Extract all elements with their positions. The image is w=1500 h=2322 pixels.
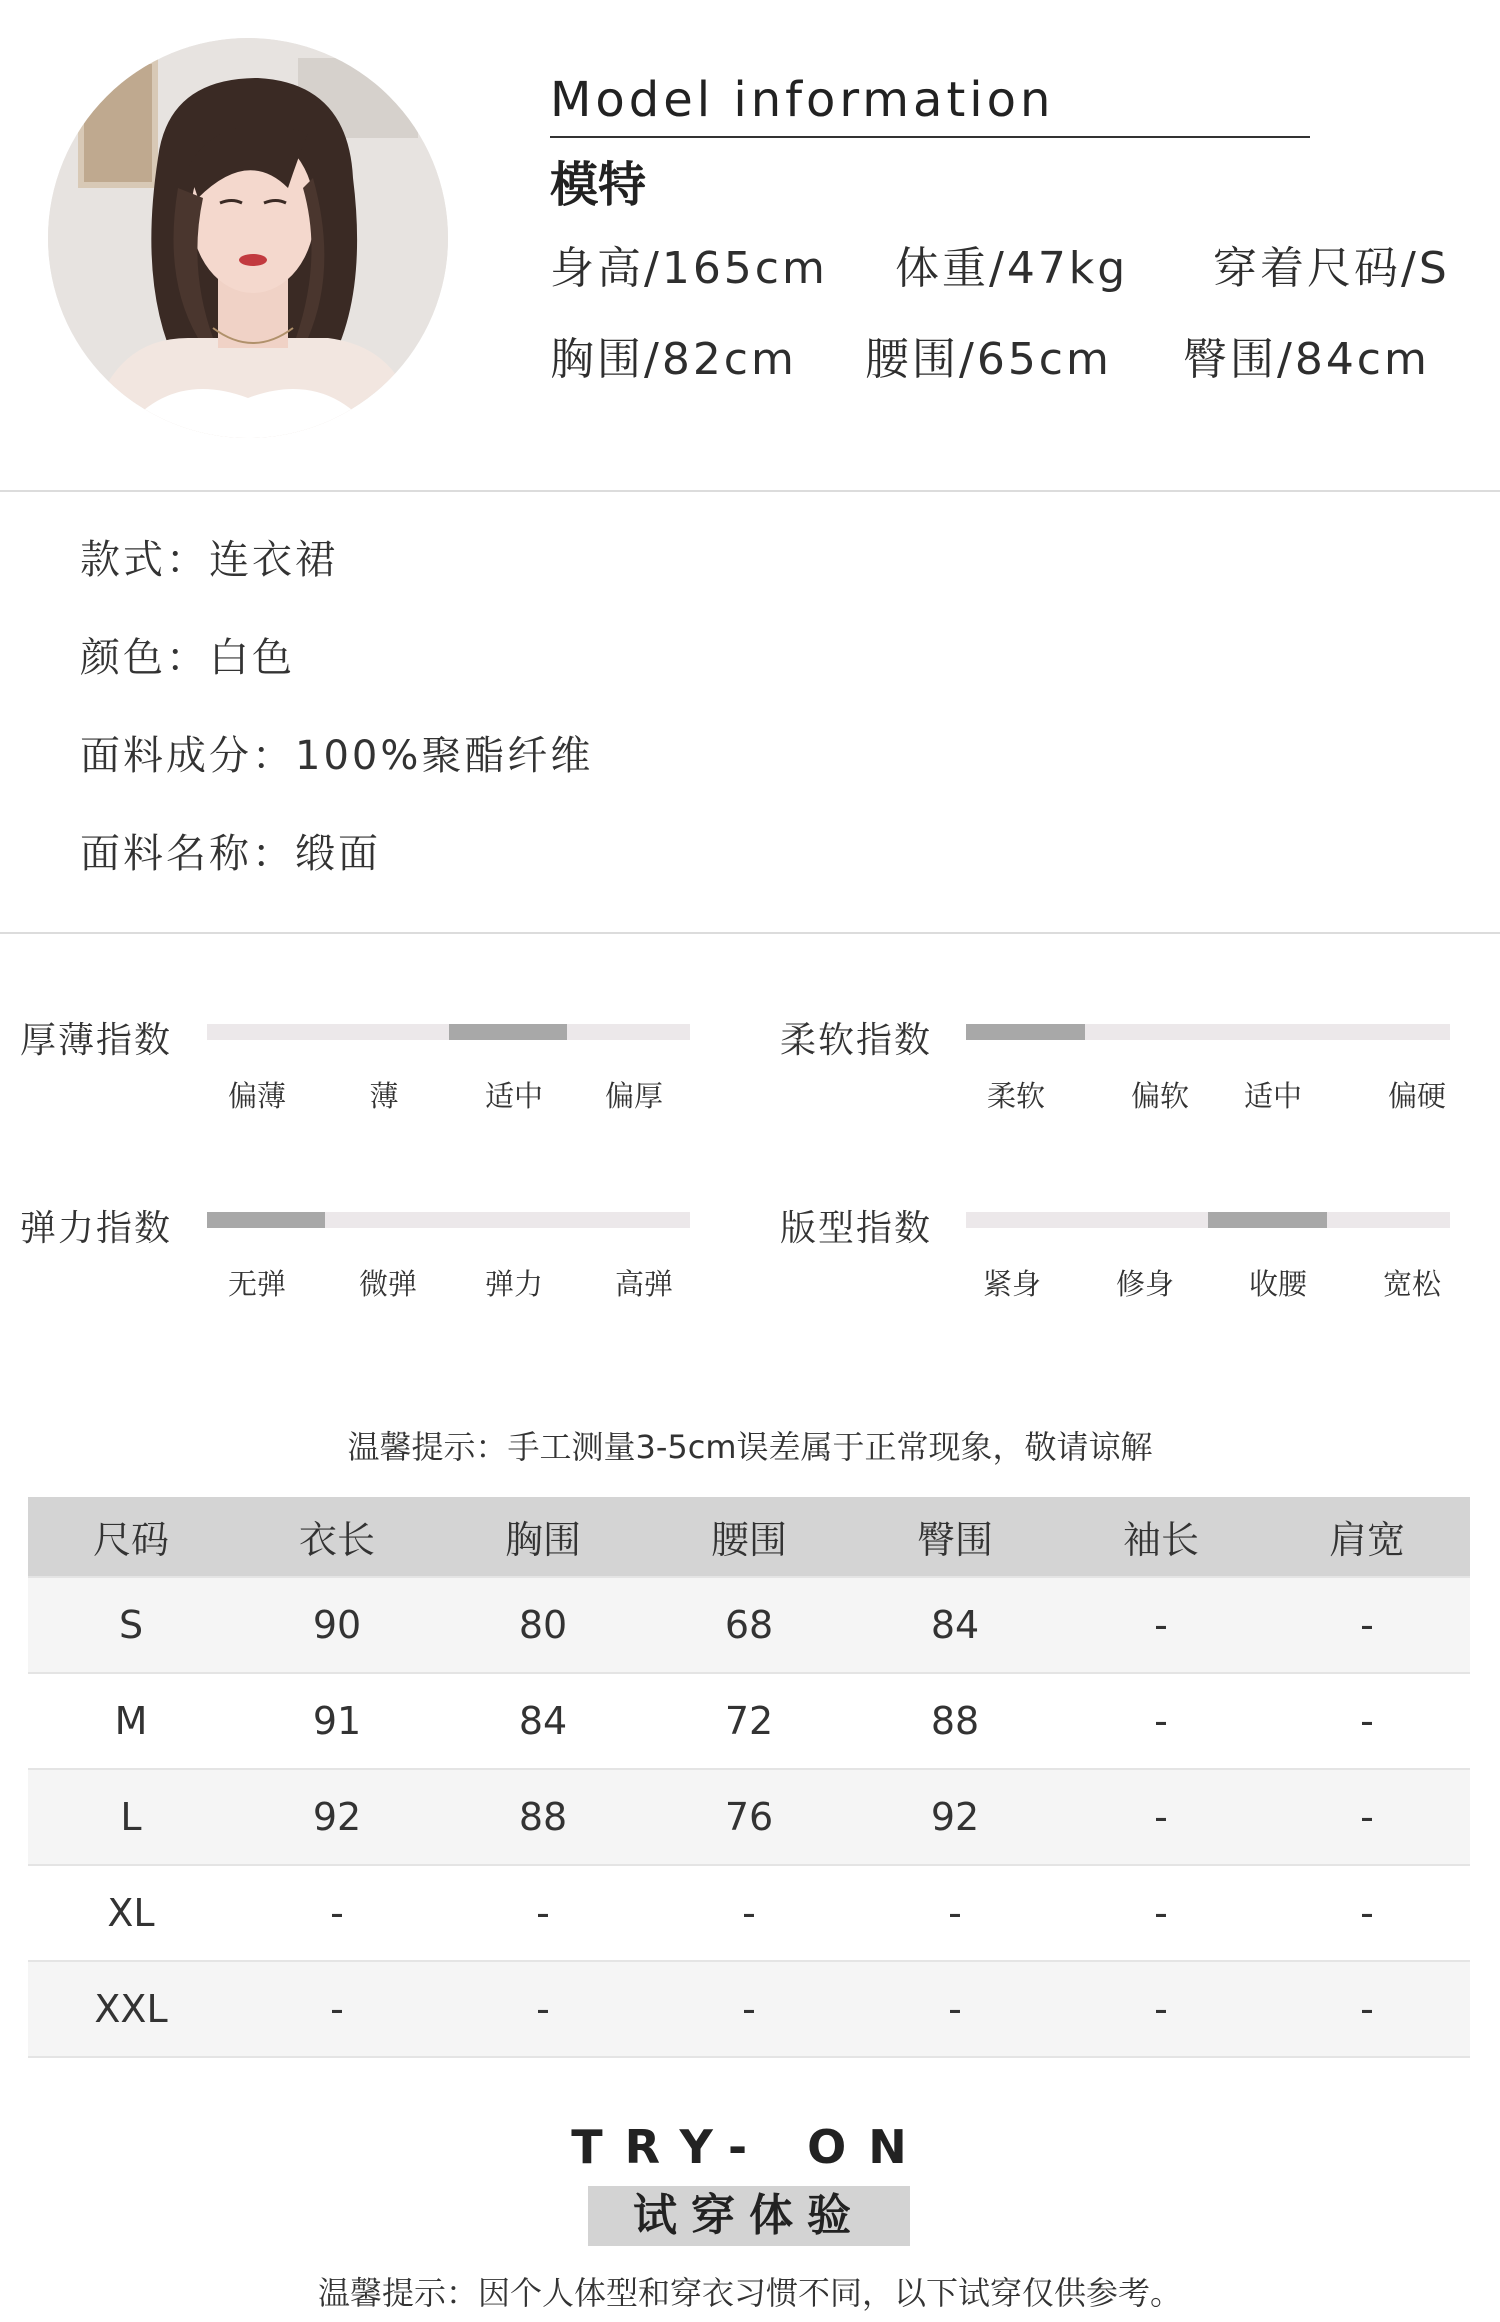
table-cell: 80: [440, 1577, 646, 1673]
model-info-title: Model information: [550, 72, 1055, 128]
table-cell: 84: [440, 1673, 646, 1769]
tryon-title: TRY- ON: [571, 2120, 929, 2174]
table-cell: -: [1058, 1577, 1264, 1673]
attr-style: [80, 528, 338, 585]
table-row: [28, 1673, 1470, 1769]
section-divider: [0, 932, 1500, 934]
table-cell: -: [1058, 1769, 1264, 1865]
index-elasticity-option: 微弹: [358, 1267, 417, 1301]
index-elasticity-track: [207, 1212, 690, 1228]
table-cell: XXL: [28, 1961, 234, 2057]
attr-composition-value: 100%聚酯纤维: [295, 733, 594, 779]
index-softness-option: 柔软: [986, 1079, 1045, 1113]
index-thickness-track: [207, 1024, 690, 1040]
index-elasticity-fill: [207, 1212, 325, 1228]
table-cell: -: [1058, 1673, 1264, 1769]
table-cell: -: [234, 1865, 440, 1961]
table-header-cell: 袖长: [1058, 1497, 1264, 1577]
table-cell: -: [1264, 1577, 1470, 1673]
index-thickness-option: 偏薄: [227, 1079, 286, 1113]
table-cell: -: [646, 1961, 852, 2057]
stat-hip: 臀围/84cm: [1183, 334, 1430, 385]
index-fit-option: 收腰: [1248, 1267, 1307, 1301]
index-softness-option: 偏软: [1130, 1079, 1189, 1113]
table-cell: 92: [852, 1769, 1058, 1865]
table-cell: 72: [646, 1673, 852, 1769]
table-header-cell: 尺码: [28, 1497, 234, 1577]
table-cell: 68: [646, 1577, 852, 1673]
size-table: [28, 1497, 1470, 2058]
table-row: [28, 1865, 1470, 1961]
table-cell: XL: [28, 1865, 234, 1961]
table-cell: M: [28, 1673, 234, 1769]
table-cell: -: [646, 1865, 852, 1961]
index-elasticity-option: 高弹: [614, 1267, 673, 1301]
index-softness-option: 偏硬: [1387, 1079, 1446, 1113]
attr-composition-label: 面料成分：: [80, 733, 295, 779]
table-cell: S: [28, 1577, 234, 1673]
table-cell: 76: [646, 1769, 852, 1865]
attr-color: [80, 626, 295, 683]
index-fit-fill: [1208, 1212, 1327, 1228]
attr-color-value: 白色: [209, 635, 295, 681]
table-row: [28, 1769, 1470, 1865]
table-header-cell: 胸围: [440, 1497, 646, 1577]
table-cell: -: [1264, 1769, 1470, 1865]
table-cell: -: [1058, 1961, 1264, 2057]
table-cell: -: [852, 1865, 1058, 1961]
table-cell: -: [440, 1865, 646, 1961]
table-header-row: [28, 1497, 1470, 1577]
index-fit-title: 版型指数: [780, 1208, 933, 1249]
attr-fabric: [80, 822, 381, 879]
index-elasticity-title: 弹力指数: [20, 1208, 173, 1249]
index-thickness-fill: [449, 1024, 567, 1040]
index-elasticity-option: 弹力: [484, 1267, 543, 1301]
table-cell: 92: [234, 1769, 440, 1865]
index-thickness-title: 厚薄指数: [20, 1020, 173, 1061]
attr-style-label: 款式：: [80, 537, 209, 583]
index-fit-option: 宽松: [1382, 1267, 1441, 1301]
table-cell: L: [28, 1769, 234, 1865]
tryon-tip: 温馨提示：因个人体型和穿衣习惯不同，以下试穿仅供参考。: [317, 2274, 1182, 2312]
table-cell: -: [440, 1961, 646, 2057]
title-underline: [550, 136, 1310, 138]
model-avatar: [48, 38, 448, 438]
measurement-tip: 温馨提示：手工测量3-5cm误差属于正常现象，敬请谅解: [347, 1428, 1153, 1466]
stat-weight: 体重/47kg: [895, 243, 1129, 294]
table-cell: 84: [852, 1577, 1058, 1673]
index-fit-option: 紧身: [982, 1267, 1041, 1301]
table-cell: -: [1264, 1673, 1470, 1769]
table-header-cell: 腰围: [646, 1497, 852, 1577]
attr-color-label: 颜色：: [80, 635, 209, 681]
tryon-subtitle: 试穿体验: [633, 2190, 865, 2241]
table-cell: -: [852, 1961, 1058, 2057]
table-cell: 90: [234, 1577, 440, 1673]
table-cell: 88: [852, 1673, 1058, 1769]
table-cell: -: [1264, 1865, 1470, 1961]
table-header-cell: 衣长: [234, 1497, 440, 1577]
table-cell: 91: [234, 1673, 440, 1769]
table-row: [28, 1961, 1470, 2057]
section-divider: [0, 490, 1500, 492]
attr-style-value: 连衣裙: [209, 537, 338, 583]
index-softness-option: 适中: [1243, 1079, 1302, 1113]
model-info-subtitle: 模特: [550, 157, 647, 213]
index-fit-track: [966, 1212, 1450, 1228]
index-softness-title: 柔软指数: [780, 1020, 933, 1061]
index-thickness-option: 偏厚: [604, 1079, 663, 1113]
table-header-cell: 臀围: [852, 1497, 1058, 1577]
attr-fabric-label: 面料名称：: [80, 831, 295, 877]
index-fit-option: 修身: [1115, 1267, 1174, 1301]
table-header-cell: 肩宽: [1264, 1497, 1470, 1577]
index-elasticity-option: 无弹: [227, 1267, 286, 1301]
attr-composition: [80, 724, 593, 781]
index-softness-fill: [966, 1024, 1085, 1040]
stat-height: 身高/165cm: [550, 243, 828, 294]
stat-waist: 腰围/65cm: [865, 334, 1112, 385]
index-softness-track: [966, 1024, 1450, 1040]
stat-size: 穿着尺码/S: [1213, 243, 1450, 294]
index-thickness-option: 适中: [484, 1079, 543, 1113]
table-cell: -: [234, 1961, 440, 2057]
table-cell: -: [1264, 1961, 1470, 2057]
model-photo-icon: [48, 38, 448, 438]
table-cell: 88: [440, 1769, 646, 1865]
stat-bust: 胸围/82cm: [550, 334, 797, 385]
attr-fabric-value: 缎面: [295, 831, 381, 877]
index-thickness-option: 薄: [369, 1079, 399, 1113]
tryon-subtitle-box: [588, 2186, 910, 2246]
table-row: [28, 1577, 1470, 1673]
table-cell: -: [1058, 1865, 1264, 1961]
